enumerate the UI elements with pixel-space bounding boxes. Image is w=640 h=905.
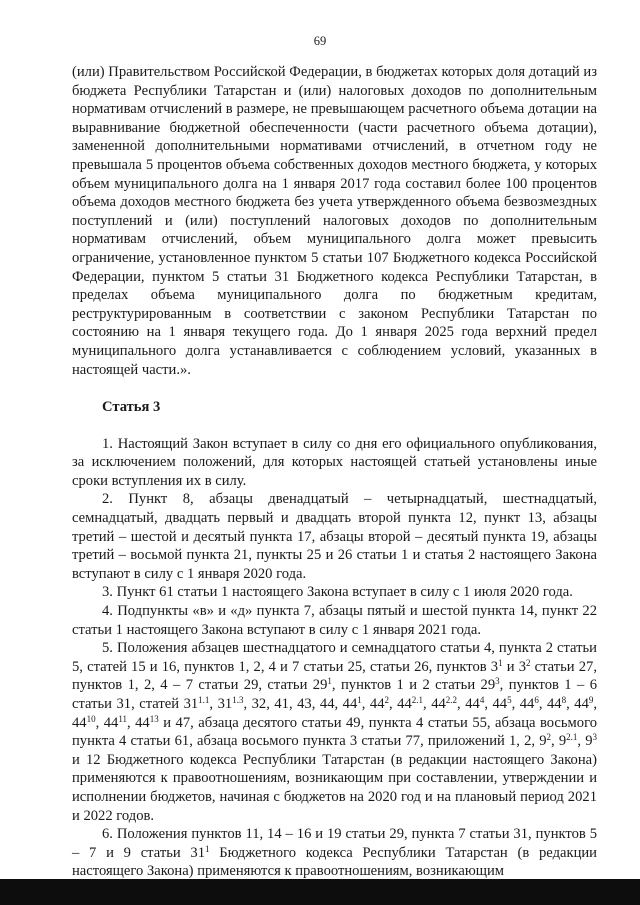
- superscript: 1: [498, 657, 503, 668]
- superscript: 3: [592, 732, 598, 743]
- continuation-paragraph: (или) Правительством Российской Федерации, в бюджетах которых доля дотаций из бюджета Республики Татарстан и (или) налоговых доходов по дополнительным нормативам отчислений в размере, не превышающем расчетного объема дотации на выравнивание бюджетной обеспеченности (части расчетного объема дотации), замененной дополнительными нормативами отчислений, в отчетном году не превышала 5 процентов объема собственных доходов местного бюджета, у которых объем муниципального долга на 1 января 2017 года составил более 100 процентов объема доходов местного бюджета без учета утвержденного объема безвозмездных поступлений и (или) поступлений налоговых доходов по дополнительным нормативам отчислений, объем муниципального долга может превысить ограничение, установленное пунктом 5 статьи 107 Бюджетного кодекса Российской Федерации, пунктом 5 статьи 31 Бюджетного кодекса Республики Татарстан, в пределах объема муниципального долга по бюджетным кредитам, реструктурированным в соответствии с законом Республики Татарстан по состоянию на 1 января текущего года. До 1 января 2025 года верхний предел муниципального долга устанавливается с соблюдением условий, указанных в настоящей части.».: [72, 64, 597, 378]
- paragraph-6: 6. Положения пунктов 11, 14 – 16 и 19 статьи 29, пункта 7 статьи 31, пунктов 5 – 7 и 9 статьи $31^1$ Бюджетного кодекса Республики Татарстан (в редакции настоящего Закона) применяются к правоотношениям, возникающим: [72, 826, 597, 880]
- superscript: 4: [479, 695, 485, 705]
- paragraph-4: 4. Подпункты «в» и «д» пункта 7, абзацы пятый и шестой пункта 14, пункт 22 статьи 1 настоящего Закона вступают в силу с 1 января 2021 года.: [72, 603, 597, 638]
- superscript: 11: [118, 713, 127, 724]
- paragraph-1: 1. Настоящий Закон вступает в силу со дня его официального опубликования, за исключением положений, для которых настоящей статьей установлены иные сроки вступления их в силу.: [72, 435, 597, 489]
- superscript: 8: [561, 695, 567, 705]
- superscript: 5: [507, 695, 512, 705]
- superscript: 1: [327, 676, 332, 687]
- superscript: 13: [149, 713, 159, 724]
- superscript: 10: [86, 713, 96, 724]
- document-body: [72, 63, 597, 881]
- superscript: 3: [495, 676, 500, 687]
- superscript: 2: [526, 657, 531, 668]
- superscript: 2: [546, 732, 552, 743]
- scan-bottom-border: [0, 879, 640, 905]
- superscript: 9: [588, 695, 594, 705]
- superscript: 2.1: [566, 732, 578, 743]
- superscript: 1: [357, 695, 362, 705]
- superscript: 1.3: [232, 695, 244, 705]
- page-number: 69: [313, 34, 327, 48]
- paragraph-5: 5. Положения абзацев шестнадцатого и семнадцатого статьи 4, пункта 2 статьи 5, статей 15 и 16, пунктов 1, 2, 4 и 7 статьи 25, статьи 26, пунктов $3^1$ и $3^2$ статьи 27, пунктов 1, 2, 4 – 7 статьи 29, статьи $29^1$, пунктов 1 и 2 статьи $29^3$, пунктов 1 – 6 статьи 31, статей $31^{1.1}$, $31^{1.3}$, 32, 41, 43, 44, $44^1$, $44^2$, $44^{2.1}$, $44^{2.2}$, $44^4$, $44^5$, $44^6$, $44^8$, $44^9$, $44^{10}$, $44^{11}$, $44^{13}$ и 47, абзаца десятого статьи 49, пункта 4 статьи 55, абзаца восьмого пункта 4 статьи 61, абзаца восьмого пункта 3 статьи 77, приложений 1, 2, $9^2$, $9^{2.1}$, $9^3$ и 12 Бюджетного кодекса Республики Татарстан (в редакции настоящего Закона) применяются к правоотношениям, возникающим при составлении, утверждении и исполнении бюджетов, начиная с бюджетов на 2020 год и на плановый период 2021 и 2022 годов.: [72, 640, 598, 824]
- superscript: 6: [534, 695, 539, 705]
- superscript: 2.1: [411, 695, 424, 705]
- superscript: 2: [384, 695, 390, 705]
- superscript: 2.2: [445, 695, 458, 705]
- paragraph-3: 3. Пункт 61 статьи 1 настоящего Закона вступает в силу с 1 июля 2020 года.: [102, 584, 573, 601]
- superscript: 1: [205, 843, 210, 854]
- article-heading: Статья 3: [102, 399, 161, 416]
- paragraph-2: 2. Пункт 8, абзацы двенадцатый – четырнадцатый, шестнадцатый, семнадцатый, двадцать первый и двадцать второй пункта 12, пункт 13, абзацы третий – шестой и десятый пункта 17, абзацы второй – десятый пункта 19, абзацы третий – восьмой пункта 21, пункты 25 и 26 статьи 1 и статья 2 настоящего Закона вступают в силу с 1 января 2020 года.: [72, 491, 597, 582]
- superscript: 1.1: [198, 695, 210, 705]
